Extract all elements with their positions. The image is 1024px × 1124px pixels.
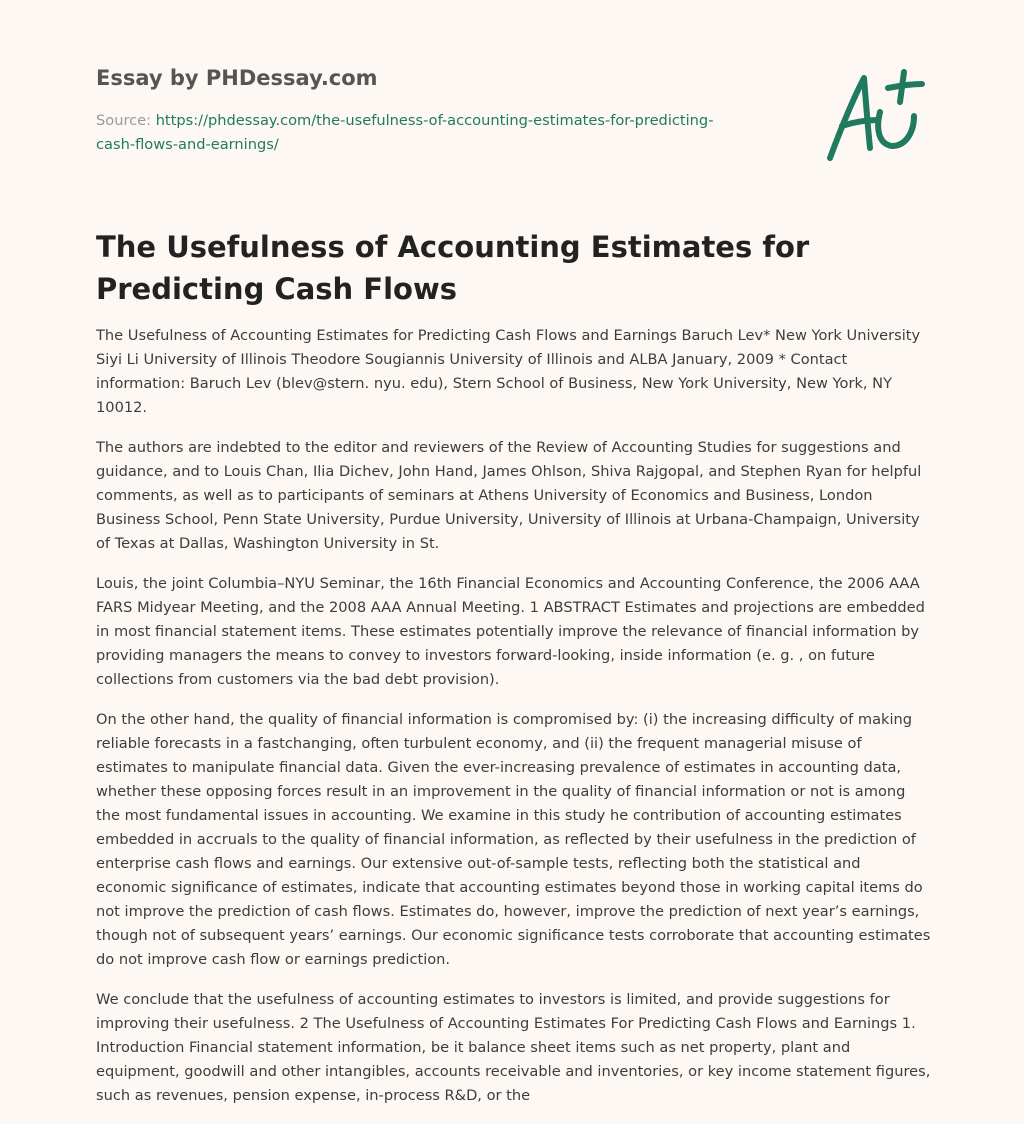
article-paragraph: Louis, the joint Columbia–NYU Seminar, the 16th Financial Economics and Accounting Conference, the 2006 AAA FARS Midyear Meeting, and the 2008 AAA Annual Meeting. 1 ABSTRACT Estimates and projections are embedded in most financial statement items. These estimates potentially improve the relevance of financial information by providing managers the means to convey to investors forward-looking, inside information (e. g. , on future collections from customers via the bad debt provision). (96, 575, 925, 688)
article-paragraph: On the other hand, the quality of financial information is compromised by: (i) the increasing difficulty of making reliable forecasts in a fastchanging, often turbulent economy, and (ii) the frequent managerial misuse of estimates to manipulate financial data. Given the ever-increasing prevalence of estimates in accounting data, whether these opposing forces result in an improvement in the quality of financial information or not is among the most fundamental issues in accounting. We examine in this study he contribution of accounting estimates embedded in accruals to the quality of financial information, as reflected by their usefulness in the prediction of enterprise cash flows and earnings. Our extensive out-of-sample tests, reflecting both the statistical and economic significance of estimates, indicate that accounting estimates beyond those in working capital items do not improve the prediction of cash flows. Estimates do, however, improve the prediction of next year’s earnings, though not of subsequent years’ earnings. Our economic significance tests corroborate that accounting estimates do not improve cash flow or earnings prediction. (96, 711, 931, 968)
article-paragraph: We conclude that the usefulness of accounting estimates to investors is limited, and provide suggestions for improving their usefulness. 2 The Usefulness of Accounting Estimates For Predicting Cash Flows and Earnings 1. Introduction Financial statement information, be it balance sheet items such as net property, plant and equipment, goodwill and other intangibles, accounts receivable and inventories, or key income statement figures, such as revenues, pension expense, in-process R&D, or the (96, 991, 931, 1104)
source-label: Source: (96, 112, 152, 129)
page-header (96, 64, 756, 157)
article-body (96, 324, 932, 1124)
source-url-line2: cash-flows-and-earnings/ (96, 136, 279, 153)
a-plus-logo-icon (820, 66, 930, 166)
source-url-line1: https://phdessay.com/the-usefulness-of-accounting-estimates-for-predicting- (155, 112, 714, 129)
site-title: Essay by PHDessay.com (96, 66, 378, 90)
article-paragraph: The Usefulness of Accounting Estimates for Predicting Cash Flows and Earnings Baruch Lev* New York University Siyi Li University of Illinois Theodore Sougiannis University of Illinois and ALBA January, 2009 * Contact information: Baruch Lev (blev@stern. nyu. edu), Stern School of Business, New York University, New York, NY 10012. (96, 327, 921, 416)
article-title: The Usefulness of Accounting Estimates for Predicting Cash Flows (96, 230, 810, 306)
source-line (96, 109, 756, 157)
article-paragraph: The authors are indebted to the editor and reviewers of the Review of Accounting Studies for suggestions and guidance, and to Louis Chan, Ilia Dichev, John Hand, James Ohlson, Shiva Rajgopal, and Stephen Ryan for helpful comments, as well as to participants of seminars at Athens University of Economics and Business, London Business School, Penn State University, Purdue University, University of Illinois at Urbana-Champaign, University of Texas at Dallas, Washington University in St. (96, 439, 922, 552)
source-link[interactable] (96, 112, 713, 153)
